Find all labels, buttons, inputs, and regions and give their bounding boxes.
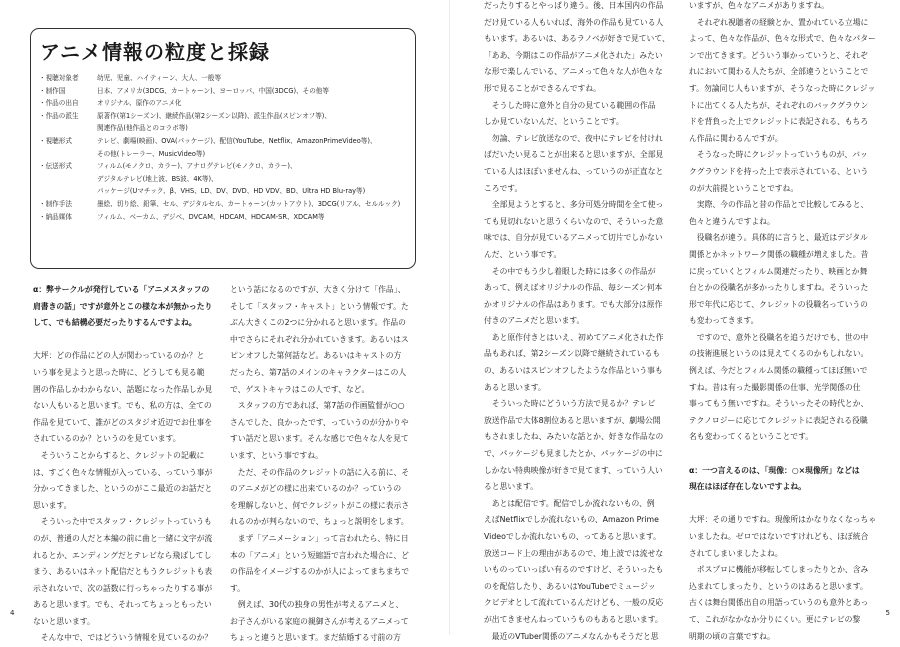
text-line: 思います。 [33,500,72,510]
text-line: あと原作付きとはいえ、初めてアニメ化された作 [484,332,664,342]
info-value-line: 原著作(第1シーズン)、継続作品(第2シーズン以降)、派生作品(スピンオフ等)、 [97,111,331,120]
text-line: す。勿論同じ人もいますが、そうなった時にクレジッ [689,83,876,93]
text-line: 例えば、今だとフィルム関係の職種ってほぼ無いで [689,366,868,376]
text-line: で、パッケージも見ましたとか、パッケージの中に [484,449,663,459]
text-line: あると思います。でも、それってちょっともったい [33,600,212,610]
text-line: ピンオフした第何話など。あるいはキャストの方 [230,351,402,361]
text-line: 全部見ようとすると、多分可処分時間を全て使っ [484,200,664,210]
info-value-line: 関連作品(他作品とのコラボ等) [97,124,188,133]
info-label: ・視聴対象者 [39,74,79,82]
info-value-line: フィルム、ベーカム、デジベ、DVCAM、HDCAM、HDCAM-SR、XDCAM等 [97,212,325,221]
text-line: 現在はほぼ存在しないですよね。 [689,482,806,492]
text-line: で、ゲストキャラはこの人です、など。 [230,384,370,394]
text-line: そうした時に意外と自分の見ている範囲の作品 [484,100,656,110]
text-line: 実際、今の作品と昔の作品とで比較してみると、 [689,200,869,210]
text-line: も変わってきます。 [689,316,759,326]
text-line: そういうことからすると、クレジットの記載に [33,450,205,460]
text-line: は、すごく色々な情報が入っている、っていう事が [33,467,213,477]
text-line: だけ見ている人もいれば、海外の作品も見ている人 [484,17,664,27]
info-values [97,135,411,160]
info-row [39,160,411,198]
text-line: を理解しないと、何でクレジットがこの様に表示さ [230,500,410,510]
box-title: アニメ情報の粒度と採録 [40,40,270,64]
text-line: す。 [230,583,245,593]
info-value-line: 日本、アメリカ(3DCG、カートゥーン)、ヨーロッパ、中国(3DCG)、その他等 [97,86,329,95]
text-line: 示されないで、次の話数に行っちゃったりする事が [33,583,213,593]
info-values [97,211,411,224]
info-value-line: 幼児、児童、ハイティーン、大人、一般等 [97,74,222,82]
text-line: に戻っていくとフィルム関連だったり、映画とか舞 [689,266,868,276]
text-line: れるとか、エンディングだとテレビなら飛ばしてし [33,550,212,560]
text-line: そういった時にどういう方法で見るか？テレビ [484,399,656,409]
info-label: ・伝送形式 [39,162,72,171]
info-value-line: パッケージ(Uマチック、β、VHS、LD、DV、DVD、HD VDV、BD、Ultra HD Blu-ray等) [97,187,366,196]
text-line: 大坪：その通りですね。現像所はかなりなくなっちゃ [689,515,877,525]
text-line: ぶん大きくこの2つに分かれると思います。作品の [230,318,406,328]
text-line: 例えば、30代の独身の男性が考えるアニメと、 [230,600,404,610]
text-line: トに出てくる人たちが、それぞれのバックグラウン [689,100,869,110]
text-line: の、あるいはスピンオフしたような作品という事も [484,366,663,376]
text-line: して、でも結構必要だったりするんですよね。 [33,318,197,328]
text-line: 名も変わってくるということです。 [689,432,814,442]
info-list [39,72,411,223]
info-values [97,198,411,211]
text-line: 大坪：どの作品にどの人が関わっているのか？と [33,351,205,361]
info-value-line: デジタルテレビ(地上波、BS波、4K等)、 [97,174,218,183]
text-line: れるのかが判らないので、ちょっと説明をします。 [230,517,409,527]
info-row [39,211,411,224]
text-line: もいます。あるいは、あるラノベが好きで見ていて、 [484,34,670,44]
text-line: ても見切れないと思うくらいなので、そういった意 [484,216,664,226]
text-line: ない人もいると思います。でも、私の方は、全ての [33,401,212,411]
text-line: ポスプロに機能が移転してしまったりとか、含み [689,565,869,575]
page-number-left: 4 [10,609,15,617]
text-line [33,332,212,349]
text-line: しかない特典映像が好きで見てます、っていう人い [484,465,663,475]
text-line: いものっていっぱい有るのですけど、そういったも [484,565,664,575]
text-line: 「ああ、今期はこの作品がアニメ化された」みたい [484,50,663,60]
text-line: α：一つ言えるのは、「現像：○×現像所」などは [689,465,860,475]
text-line: そして「スタッフ・キャスト」という情報です。た [230,301,409,311]
text-line: な形で楽しんでいる、アニメって色々な人が色々な [484,67,663,77]
info-label: ・作品の派生 [39,111,79,120]
text-line: お子さんがいる家庭の親御さんが考えるアニメって [230,616,409,626]
info-row [39,85,411,98]
text-line: 肩書きの話」ですが意外とこの様な本が無かったり [33,301,213,311]
text-line: ん作品に関わるんですが。 [689,133,783,143]
text-line: 色々と違うんですよね。 [689,216,775,226]
text-line: 関係とかネットワーク関係の職種が増えました。昔 [689,249,869,259]
text-line: まず「アニメーション」って言われたら、特に日 [230,533,409,543]
text-line: のアニメがどの様に出来ているのか？っていうの [230,484,402,494]
text-line: ると思います。 [484,482,538,492]
text-line: 放送コード上の理由があるので、地上波では流せな [484,548,664,558]
text-line: かオリジナルの作品はあります。でも大部分は原作 [484,299,663,309]
text-line: 役職名が違う。具体的に言うと、最近はデジタル [689,233,868,243]
text-line [689,496,876,513]
info-box [30,28,416,269]
text-line: 作品を見ていて、誰がどのスタジオ近辺でお仕事を [33,417,213,427]
info-values [97,72,411,85]
info-values [97,160,411,198]
info-value-line: オリジナル、原作のアニメ化 [97,99,182,108]
text-line: 品もあれば、第2シーズン以降で継続されているも [484,349,661,359]
text-line: もされましたね、みたいな話とか、好きな作品なの [484,432,664,442]
text-line: あって、例えばオリジナルの作品、毎シーズン何本 [484,283,663,293]
info-label: ・作品の出自 [39,99,79,108]
info-row [39,97,411,110]
text-line: テクノロジーに応じてクレジットに表記される役職 [689,415,868,425]
text-line: それぞれ視聴者の経験とか、置かれている立場に [689,17,869,27]
text-line: ばだいたい見ることが出来ると思いますが、全部見 [484,150,664,160]
text-line: すね。昔は有った撮影関係の仕事、光学関係の仕 [689,382,861,392]
text-line: えばNetflixでしか流れないもの、Amazon Prime [484,515,659,525]
text-line: 中でさらにそれぞれ分かれていきます。あるいはス [230,334,409,344]
text-line: よって、色々な作品が、色々な形式で、色々なパター [689,34,876,44]
text-line: います、という事ですね。 [230,450,323,460]
text-line: 分かってきました、というのがここ最近のお話だと [33,484,213,494]
info-value-line: フィルム(モノクロ、カラー)、アナログテレビ(モノクロ、カラー)、 [97,162,297,171]
text-line: れにおいて関わる人たちが、全部違うということで [689,67,869,77]
info-row [39,135,411,160]
text-line: のを配信したり、あるいはYouTubeでミュージッ [484,581,656,591]
text-line: 形で見ることができるんですね。 [484,83,601,93]
text-line: が出てきませんねっていうものもあると思います。 [484,614,663,624]
text-line: て、これがなかなか分りにくい。更にテレビの黎 [689,614,861,624]
text-line: クグラウンドを持った上で表示されている、という [689,166,869,176]
text-line: ンで出てきます。どういう事かっていうと、それぞ [689,50,868,60]
text-line: そういった中でスタッフ・クレジットっていうも [33,517,212,527]
info-label: ・納品媒体 [39,212,72,221]
info-row [39,198,411,211]
info-row [39,110,411,135]
info-value-line: テレビ、劇場(映画)、OVA(パッケージ)、配信(YouTube、Netflix、AmazonPrimeVideo等)、 [97,136,377,145]
text-line: Videoでしか流れないもの、ってあると思います。 [484,532,661,541]
text-line: クビデオとして流れているんだけども、一般の反応 [484,598,664,608]
info-row [39,72,411,85]
info-values [97,110,411,135]
text-line: 古くは舞台関係出自の用語っていうのも意外とあっ [689,598,869,608]
info-values [97,85,411,98]
text-line: だったりするとやっぱり違う。後、日本国内の作品 [484,1,664,10]
text-line: そうなった時にクレジットっていうものが、バッ [689,150,868,160]
text-line: しか見ていないんだ、ということです。 [484,117,624,127]
page-number-right: 5 [885,609,890,617]
text-line: いましたね。ゼロではないですけれども、ほぼ統合 [689,532,869,541]
text-line: 勿論、テレビ放送なので、夜中にテレビを付けれ [484,133,663,143]
text-line: 台とかの役職名が多かったりしますね。そういった [689,283,869,293]
text-column-1 [33,282,212,647]
text-line: 明期の頃の言葉ですね。 [689,631,775,641]
text-line: だったら、第7話のメインのキャラクターはこの人 [230,367,407,377]
info-label: ・視聴形式 [39,136,72,145]
text-line: 形で年代に応じて、クレジットの役職名っていうの [689,299,868,309]
text-line: という話になるのですが、大きく分けて「作品」、 [230,285,406,294]
info-label: ・制作国 [39,86,66,95]
text-line: 放送作品で大体8割位あると思いますが、劇場公開 [484,415,661,425]
text-line: α：弊サークルが発行している「アニメスタッフの [33,285,210,294]
text-line: ている人はほぼいませんね、っていうのが正直なと [484,166,664,176]
left-page [0,0,450,643]
text-line: の技術進展というのは見えてくるのかもしれない。 [689,349,869,359]
text-line: いますが、色々なアニメがありますね。 [689,1,829,10]
text-line: あると思います。 [484,382,546,392]
text-line: ころです。 [484,183,523,193]
text-line: されてしまいましたよね。 [689,548,783,558]
text-line: んだ、という事です。 [484,249,562,259]
text-line: のが、普通の人だと本編の前に曲と一緒に文字が流 [33,533,213,543]
text-line: ないと思います。 [33,616,95,626]
text-line: その中でもう少し着眼した時には多くの作品が [484,266,656,276]
text-column-3 [484,0,670,645]
text-line: の作品をイメージするのかが人によってまちまちで [230,567,410,577]
info-values [97,97,411,110]
text-line: ドを背負った上でクレジットに表記される、もちろ [689,117,869,127]
info-value-line: 墨絵、切り絵、鉛筆、セル、デジタルセル、カートゥーン(カットアウト)、3DCG(リアル、セルルック) [97,199,401,208]
text-line [689,446,876,463]
text-line: 味では、自分が見ているアニメって切片でしかない [484,233,663,243]
text-line: 事ってもう無いですね。そういったその時代とか、 [689,399,869,409]
text-line: 本の「アニメ」という短縮語で言われた場合に、ど [230,550,409,560]
text-line: スタッフの方であれば、第7話の作画監督が○○ [230,401,405,411]
text-line: ですので、意外と役職名を追うだけでも、世の中 [689,332,869,342]
text-line: いう事を見ようと思った時に、どうしても見る範 [33,367,205,377]
text-line: 込まれてしまったり、というのはあると思います。 [689,581,868,591]
text-line: そんな中で、ではどういう情報を見ているのか？ [33,633,213,643]
info-label: ・制作手法 [39,199,72,208]
text-line: さんでした、良かったです、っていうのが分かりや [230,417,409,427]
text-line: すい話だと思います。そんな感じで色々な人を見て [230,434,409,444]
text-line: ちょっと違うと思います。まだ結婚する寸前の方 [230,633,401,643]
text-line: 囲の作品しかわからない、話題になった作品しか見 [33,384,213,394]
text-column-2 [230,282,409,647]
text-column-4 [689,0,876,645]
text-line: 最近のVTuber関係のアニメなんかもそうだと思 [484,631,659,641]
text-line: されているのか？というのを見ています。 [33,434,181,444]
info-value-line: その他(トレーラー、MusicVideo等) [97,149,206,158]
text-line: のが大前提ということですね。 [689,183,799,193]
text-line: ただ、その作品のクレジットの話に入る前に、そ [230,467,410,477]
right-page [450,0,900,641]
text-line: 付きのアニメだと思います。 [484,316,585,326]
text-line: まう、あるいはネット配信だともうクレジットも表 [33,567,213,577]
text-line: あとは配信です。配信でしか流れないもの、例 [484,498,655,508]
